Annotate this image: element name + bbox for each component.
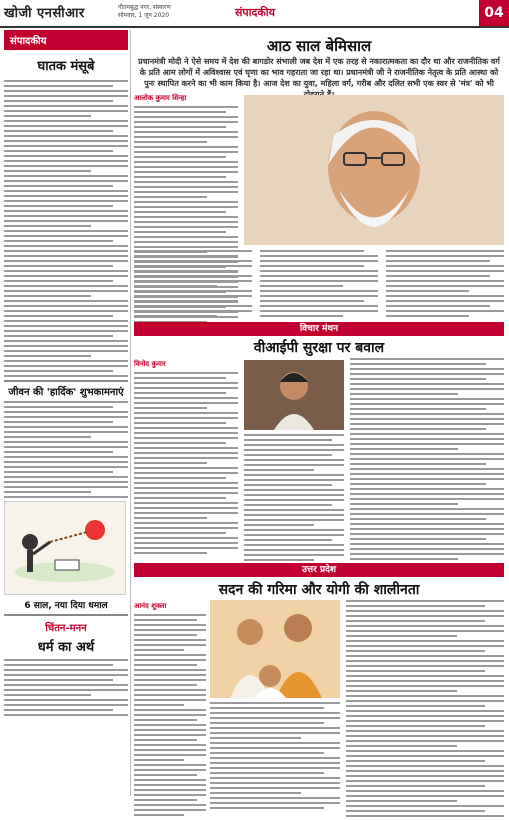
low-story-title: सदन की गरिमा और योगी की शालीनता bbox=[218, 582, 420, 598]
top-story-text-3 bbox=[260, 250, 378, 320]
column-divider bbox=[130, 30, 131, 796]
left-divider bbox=[4, 380, 128, 382]
mid-story-text-2 bbox=[244, 434, 344, 561]
thought-title: धर्म का अर्थ bbox=[37, 640, 95, 655]
low-story-text-3 bbox=[346, 600, 504, 817]
top-story-lower-text bbox=[134, 250, 504, 320]
top-story-photo bbox=[244, 95, 504, 245]
meta-line-2: सोमवार, 1 जून 2020 bbox=[118, 12, 170, 19]
top-story-text-2 bbox=[134, 250, 252, 320]
mid-story-col-1 bbox=[134, 358, 238, 557]
wishes-body bbox=[4, 401, 128, 498]
meta-line-1: गौतमबुद्ध नगर, संस्करण bbox=[118, 4, 171, 11]
wishes-title: जीवन की 'हार्दिक' शुभकामनाएं bbox=[8, 387, 124, 398]
cartoon-caption: 6 साल, नया दिया धमाल bbox=[24, 601, 108, 611]
cartoon-illustration bbox=[4, 501, 126, 595]
low-story-photo bbox=[210, 600, 340, 698]
low-story-text-1 bbox=[134, 614, 206, 816]
low-story-col-3 bbox=[346, 600, 504, 820]
low-story-byline: आनंद शुक्ला bbox=[134, 602, 167, 610]
group-photo bbox=[210, 600, 340, 698]
mid-story-text-3 bbox=[350, 358, 504, 560]
left-column bbox=[4, 30, 128, 796]
editorial-body bbox=[4, 80, 128, 377]
low-story-text-2 bbox=[210, 702, 340, 809]
thought-body bbox=[4, 659, 128, 716]
left-divider-2 bbox=[4, 614, 128, 616]
portrait-image bbox=[244, 95, 504, 245]
mid-section-banner: विचार मंथन bbox=[134, 322, 504, 336]
mid-story-photo bbox=[244, 360, 344, 430]
section-title: संपादकीय bbox=[234, 6, 276, 19]
low-story-col-1 bbox=[134, 600, 206, 819]
edition-meta bbox=[118, 4, 171, 20]
mid-story-col-3 bbox=[350, 358, 504, 563]
thought-box-label: चिंतन-मनन bbox=[45, 623, 87, 634]
editorial-title: घातक मंसूबे bbox=[37, 59, 95, 74]
editorial-box-label: संपादकीय bbox=[4, 30, 128, 50]
page-number: 04 bbox=[479, 0, 509, 26]
mid-story-title: वीआईपी सुरक्षा पर बवाल bbox=[253, 340, 385, 356]
low-story-col-2 bbox=[210, 702, 340, 812]
low-section-banner: उत्तर प्रदेश bbox=[134, 563, 504, 577]
top-story-byline: आलोक कुमार सिन्हा bbox=[134, 94, 187, 102]
cartoon-drawing bbox=[5, 502, 125, 594]
top-story-text-4 bbox=[386, 250, 504, 320]
mid-story-text-1 bbox=[134, 372, 238, 554]
top-story-deck: प्रधानमंत्री मोदी ने ऐसे समय में देश की बागडोर संभाली जब देश में एक तरह से नकारात्मकता का दौर था और राजनीतिक वर्ग के प्रति आम लोगों में अविश्वास एवं घृणा का भाव गहराता जा रहा था। प्रधानमंत्री जी ने राजनीतिक नेतृत्व के प्रति आस्था को पुनः स्थापित करने का भी काम किया है। आज देश का युवा, महिला वर्ग, गरीब और दलित सभी एक स्वर से 'मंत्र' को भी bbox=[138, 57, 500, 88]
mid-story-col-2 bbox=[244, 434, 344, 564]
mid-story-byline: विनोद कुमार bbox=[134, 360, 166, 368]
newspaper-logo: खोजी एनसीआर bbox=[4, 6, 85, 21]
top-story-title: आठ साल बेमिसाल bbox=[266, 37, 372, 55]
person-photo bbox=[244, 360, 344, 430]
